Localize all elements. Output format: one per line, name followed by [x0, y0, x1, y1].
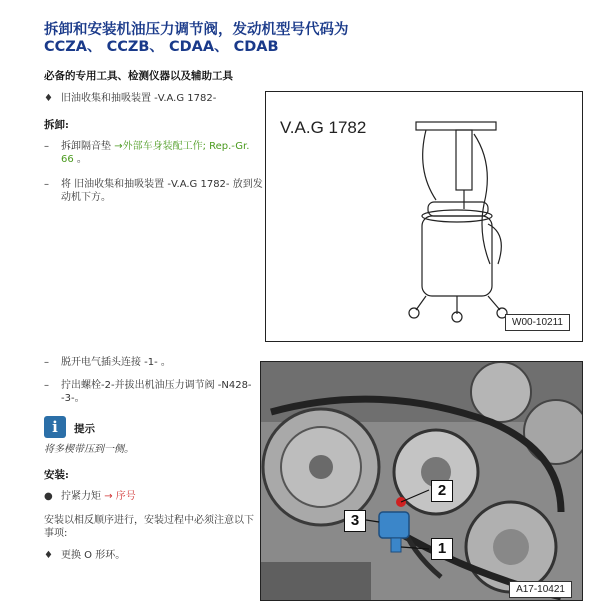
callout-3: 3 [344, 510, 366, 532]
dot-bullet-icon: ● [44, 491, 53, 502]
tools-heading: 必备的专用工具、检测仪器以及辅助工具 [44, 70, 233, 82]
dash-marker: – [44, 357, 49, 368]
info-icon: i [44, 416, 66, 438]
torque-sequence-link[interactable]: → 序号 [104, 491, 136, 502]
dash-marker: – [44, 141, 49, 152]
engine-figure [260, 361, 583, 601]
removal-step-1: – 拆卸隔音垫 →外部车身装配工作; Rep.-Gr. 66 。 [44, 141, 250, 165]
removal-step-2: – 将 旧油收集和抽吸装置 -V.A.G 1782- 放到发动机下方。 [44, 179, 263, 203]
engine-figure-code: A17-10421 [509, 581, 572, 598]
tool-figure-label: V.A.G 1782 [280, 118, 367, 137]
hint-heading: 提示 [74, 423, 95, 435]
dash-marker: – [44, 380, 49, 391]
page-title: 拆卸和安装机油压力调节阀，发动机型号代码为 CCZA、 CCZB、 CDAA、 CDAB [44, 22, 349, 55]
callout-2: 2 [431, 480, 453, 502]
removal-step-4: – 拧出螺栓-2-并拔出机油压力调节阀 -N428--3-。 [44, 380, 252, 404]
engine-photo-drawing [261, 362, 583, 601]
install-bullet: ♦ 更换 O 形环。 [44, 550, 126, 561]
install-heading: 安装: [44, 469, 69, 481]
install-step-1: ● 拧紧力矩 → 序号 [44, 491, 136, 502]
oil-extractor-drawing [396, 114, 516, 324]
tool-figure [265, 91, 583, 342]
dash-marker: – [44, 179, 49, 190]
removal-heading: 拆卸: [44, 119, 69, 131]
callout-1: 1 [431, 538, 453, 560]
diamond-bullet-icon: ♦ [44, 93, 53, 104]
tools-list-item: ♦ 旧油收集和抽吸装置 -V.A.G 1782- [44, 93, 217, 104]
body-assembly-link[interactable]: →外部车身装配工作; Rep.-Gr. 66 [61, 141, 250, 165]
removal-step-3: – 脱开电气插头连接 -1- 。 [44, 357, 171, 368]
tool-figure-code: W00-10211 [505, 314, 570, 331]
hint-text: 将多楔带压到一侧。 [44, 444, 134, 455]
install-note: 安装以相反顺序进行，安装过程中必须注意以下事项: [44, 515, 254, 539]
diamond-bullet-icon: ♦ [44, 550, 53, 561]
